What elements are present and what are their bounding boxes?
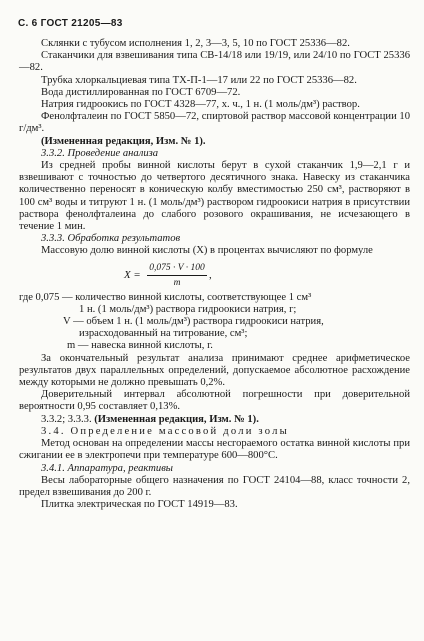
legend-line-2: 1 н. (1 моль/дм³) раствора гидроокиси натрия, г;: [79, 303, 297, 315]
formula-denominator: m: [173, 277, 181, 288]
paragraph-weighing-cups: Стаканчики для взвешивания типа СВ-14/18 или 19/19, или 24/10 по ГОСТ 25336—82.: [19, 50, 410, 74]
amendment-note-2: [19, 414, 410, 426]
paragraph-hotplate: Плитка электрическая по ГОСТ 14919—83.: [41, 499, 238, 511]
formula-legend: [19, 292, 410, 353]
formula-block: [19, 262, 410, 288]
section-3-3-3-title: 3.3.3. Обработка результатов: [41, 233, 181, 245]
amendment-2-sections: 3.3.2; 3.3.3.: [41, 413, 92, 425]
paragraph-water: Вода дистиллированная по ГОСТ 6709—72.: [41, 86, 241, 98]
paragraph-calcium-tube: Трубка хлоркальциевая типа ТХ-П-1—17 или 22 по ГОСТ 25336—82.: [41, 74, 357, 86]
section-3-3-2-title: 3.3.2. Проведение анализа: [41, 147, 159, 159]
paragraph-bottles: Склянки с тубусом исполнения 1, 2, 3—3, 5, 10 по ГОСТ 25336—82.: [41, 38, 350, 49]
amendment-note-1: (Измененная редакция, Изм. № 1).: [41, 135, 206, 147]
legend-line-1: где 0,075 — количество винной кислоты, соответствующее 1 см³: [19, 291, 312, 303]
formula-lhs: X: [124, 268, 131, 281]
paragraph-final-result: За окончательный результат анализа принимают среднее арифметическое результатов двух параллельных определений, допускаемое абсолютное расхождение между которыми не должно превышать 0,2%.: [19, 352, 410, 389]
paragraph-formula-intro: Массовую долю винной кислоты (X) в процентах вычисляют по формуле: [41, 245, 373, 257]
legend-line-5: m — навеска винной кислоты, г.: [67, 340, 213, 352]
formula-numerator: 0,075 · V · 100: [147, 262, 207, 276]
formula-fraction: [147, 262, 207, 289]
section-3-4-1-title: 3.4.1. Аппаратура, реактивы: [41, 462, 173, 474]
paragraph-ash-method: Метод основан на определении массы несгораемого остатка винной кислоты при сжигании ее в электропечи при температуре 600—800°С.: [19, 438, 410, 462]
legend-line-4: израсходованный на титрование, см³;: [79, 328, 248, 340]
formula-comma: ,: [209, 268, 212, 281]
paragraph-sodium-hydroxide: Натрия гидроокись по ГОСТ 4328—77, х. ч., 1 н. (1 моль/дм³) раствор.: [41, 99, 360, 111]
section-3-4-title: 3.4. Определение массовой доли золы: [41, 425, 289, 437]
amendment-2-label: (Измененная редакция, Изм. № 1).: [94, 413, 259, 425]
page-header: С. 6 ГОСТ 21205—83: [18, 18, 123, 29]
paragraph-confidence-interval: Доверительный интервал абсолютной погрешности при доверительной вероятности 0,95 составляет 0,13%.: [19, 389, 410, 413]
paragraph-scales: Весы лабораторные общего назначения по ГОСТ 24104—88, класс точности 2, предел взвешивания до 200 г.: [19, 474, 410, 498]
document-body: [19, 38, 410, 511]
paragraph-analysis-procedure: Из средней пробы винной кислоты берут в сухой стаканчик 1,9—2,1 г и взвешивают с точностью до четвертого десятичного знака. Навеску из стаканчика количественно переносят в коническую колбу вместимостью 250 см³, растворяют в 100 см³ воды и титруют 1 н. (1 моль/дм³) раствором гидроокиси натрия в присутствии раствора фенолфталеина до слабого розового окрашивания, не исчезающего в течение 1 мин.: [19, 160, 410, 233]
legend-line-3: V — объем 1 н. (1 моль/дм³) раствора гидроокиси натрия,: [63, 316, 324, 328]
formula-equals: =: [134, 268, 141, 281]
paragraph-phenolphthalein: Фенолфталеин по ГОСТ 5850—72, спиртовой раствор массовой концентрации 10 г/дм³.: [19, 111, 410, 135]
